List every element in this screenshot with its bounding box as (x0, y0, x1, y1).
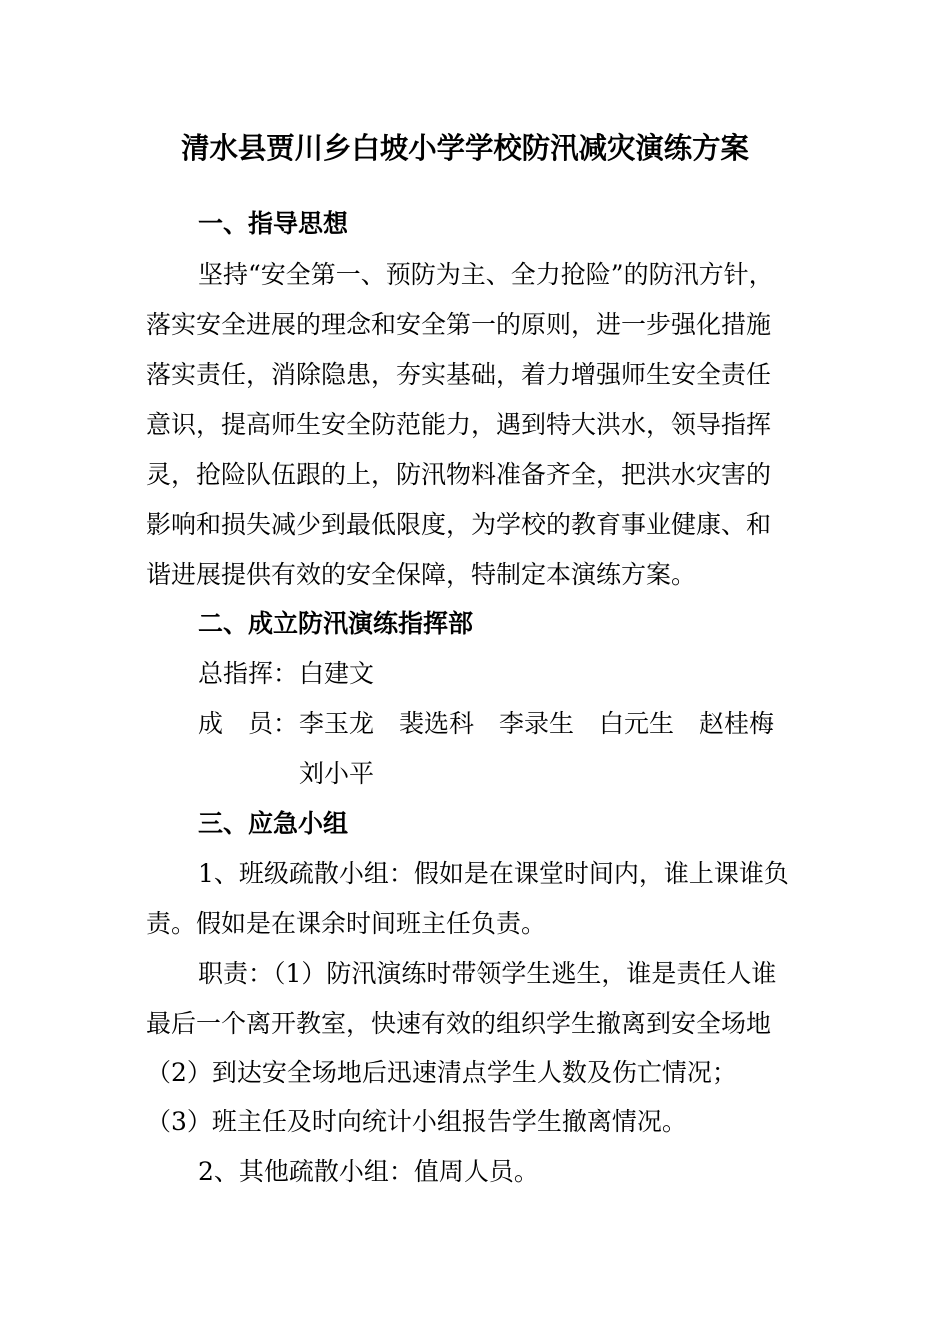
paragraph-line: 灵，抢险队伍跟的上，防汛物料准备齐全，把洪水灾害的 (146, 460, 772, 489)
paragraph-line: 责。假如是在课余时间班主任负责。 (146, 909, 547, 938)
commander-label: 总指挥： (198, 659, 299, 688)
paragraph-line: 谐进展提供有效的安全保障，特制定本演练方案。 (146, 560, 697, 589)
paragraph-line: 意识，提高师生安全防范能力，遇到特大洪水，领导指挥 (146, 410, 772, 439)
paragraph-line: 影响和损失减少到最低限度，为学校的教育事业健康、和 (146, 510, 772, 539)
paragraph-line: 2、其他疏散小组：值周人员。 (198, 1157, 539, 1186)
document-title: 清水县贾川乡白坡小学学校防汛减灾演练方案 (181, 131, 749, 165)
members-list-continued: 刘小平 (299, 759, 375, 788)
commander-name: 白建文 (299, 659, 375, 688)
paragraph-line: 落实安全进展的理念和安全第一的原则，进一步强化措施 (146, 310, 772, 339)
paragraph-line: 1、班级疏散小组：假如是在课堂时间内，谁上课谁负 (198, 859, 789, 888)
section-heading-guiding-ideology: 一、指导思想 (198, 209, 349, 238)
members-list: 李玉龙 裴选科 李录生 白元生 赵桂梅 (299, 709, 775, 738)
paragraph-line: 职责：（1）防汛演练时带领学生逃生，谁是责任人谁 (198, 959, 777, 988)
section-heading-command-center: 二、成立防汛演练指挥部 (198, 609, 474, 638)
paragraph-line: （3）班主任及时向统计小组报告学生撤离情况。 (146, 1107, 687, 1136)
paragraph-line: 最后一个离开教室，快速有效的组织学生撤离到安全场地 (146, 1009, 772, 1038)
paragraph-line: （2）到达安全场地后迅速清点学生人数及伤亡情况； (146, 1058, 737, 1087)
members-label: 成 员： (198, 709, 299, 738)
paragraph-line: 落实责任，消除隐患，夯实基础，着力增强师生安全责任 (146, 360, 772, 389)
paragraph-line: 坚持“安全第一、预防为主、全力抢险”的防汛方针， (198, 260, 774, 289)
section-heading-emergency-groups: 三、应急小组 (198, 809, 349, 838)
